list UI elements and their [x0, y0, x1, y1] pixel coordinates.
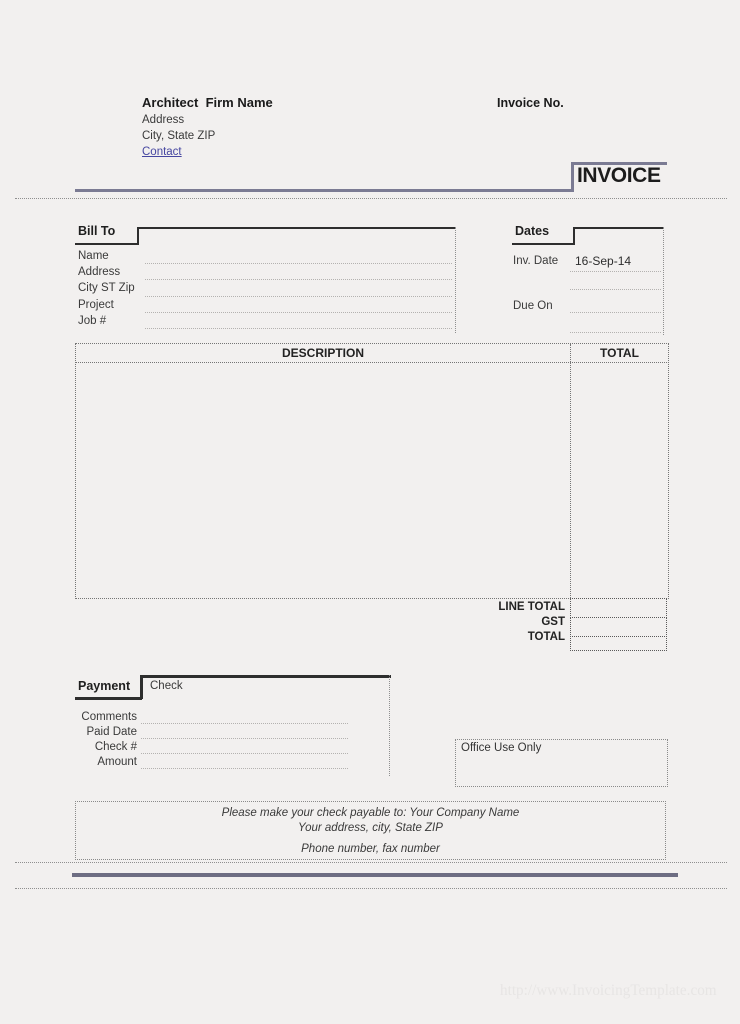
bill-to-tab-vertical	[137, 227, 139, 245]
dates-title: Dates	[515, 224, 550, 238]
dates-right-border	[663, 227, 664, 335]
amount-label: Amount	[97, 755, 137, 768]
payment-tab-top	[140, 675, 391, 678]
payment-row-amount	[40, 754, 348, 769]
bill-to-title: Bill To	[78, 224, 116, 238]
invoice-title-tab-vertical	[571, 162, 574, 192]
name-field	[145, 248, 452, 264]
footer-dotted-rule-top	[15, 862, 727, 863]
due-on-label: Due On	[513, 300, 553, 312]
check-number-label: Check #	[94, 740, 137, 753]
paid-date-field	[141, 724, 348, 739]
payment-row-comments	[40, 709, 348, 724]
city-st-zip-field	[145, 280, 452, 296]
due-on-field	[570, 303, 661, 313]
firm-name: Architect Firm Name	[142, 95, 273, 110]
payment-title: Payment	[78, 679, 131, 693]
inv-date-value: 16-Sep-14	[575, 254, 632, 268]
line-total-label: LINE TOTAL	[498, 601, 565, 613]
project-field	[145, 297, 452, 313]
payment-row-check-number	[40, 739, 348, 754]
payable-note-box	[75, 801, 666, 860]
items-table-column-divider	[570, 362, 571, 598]
office-use-only-box	[455, 739, 668, 787]
total-column-header: TOTAL	[600, 346, 639, 360]
payable-note-line2: Your address, city, State ZIP	[298, 822, 443, 834]
comments-label: Comments	[81, 710, 137, 723]
payment-tab-underline	[75, 697, 142, 700]
items-table-header	[75, 343, 669, 363]
payment-row-paid-date	[40, 724, 348, 739]
dates-tab-underline	[512, 243, 575, 245]
check-number-field	[141, 739, 348, 754]
gst-label: GST	[541, 616, 565, 628]
items-table-body	[75, 362, 669, 599]
bill-to-row-citystzip	[75, 280, 452, 296]
firm-address: Address	[142, 114, 185, 126]
gst-value-box	[570, 617, 667, 637]
site-watermark: http://www.InvoicingTemplate.com	[500, 982, 717, 999]
footer-thick-rule	[72, 873, 678, 877]
office-use-only-label: Office Use Only	[461, 742, 542, 754]
inv-date-label: Inv. Date	[513, 255, 559, 267]
dates-field-4	[570, 323, 661, 333]
job-number-label: Job #	[78, 314, 107, 327]
payment-right-border	[389, 675, 390, 776]
comments-field	[141, 709, 348, 724]
invoice-number-label: Invoice No.	[497, 96, 564, 110]
paid-date-label: Paid Date	[86, 725, 137, 738]
invoice-title-underline	[75, 189, 574, 192]
total-label: TOTAL	[527, 631, 565, 643]
city-st-zip-label: City ST Zip	[78, 282, 135, 295]
bill-to-row-name	[75, 248, 452, 264]
payment-fields	[40, 709, 348, 769]
bill-to-row-address	[75, 264, 452, 280]
contact-link[interactable]: Contact	[142, 146, 182, 158]
header-dotted-rule	[15, 198, 727, 199]
invoice-title: INVOICE	[577, 164, 661, 187]
dates-field-2	[570, 280, 661, 290]
bill-to-fields	[75, 248, 452, 329]
job-number-field	[145, 313, 452, 329]
project-label: Project	[78, 298, 114, 311]
payable-note-line3: Phone number, fax number	[301, 843, 440, 855]
payable-note-line1: Please make your check payable to: Your Company Name	[221, 807, 520, 819]
total-value-box	[570, 636, 667, 651]
firm-city-state-zip: City, State ZIP	[142, 130, 216, 142]
name-label: Name	[78, 250, 109, 263]
bill-to-tab-top	[137, 227, 456, 229]
address-field	[145, 264, 452, 280]
payment-method-value: Check	[150, 680, 183, 692]
footer-dotted-rule-bottom	[15, 888, 727, 889]
bill-to-row-job	[75, 313, 452, 329]
description-column-header: DESCRIPTION	[76, 344, 571, 362]
bill-to-tab-underline	[75, 243, 139, 245]
payment-tab-vertical	[140, 675, 143, 699]
dates-tab-vertical	[573, 227, 575, 245]
address-label: Address	[78, 266, 121, 279]
dates-tab-top	[573, 227, 664, 229]
inv-date-field	[570, 262, 661, 272]
bill-to-row-project	[75, 297, 452, 313]
line-total-value-box	[570, 598, 667, 618]
amount-field	[141, 754, 348, 769]
bill-to-right-border	[455, 227, 456, 333]
